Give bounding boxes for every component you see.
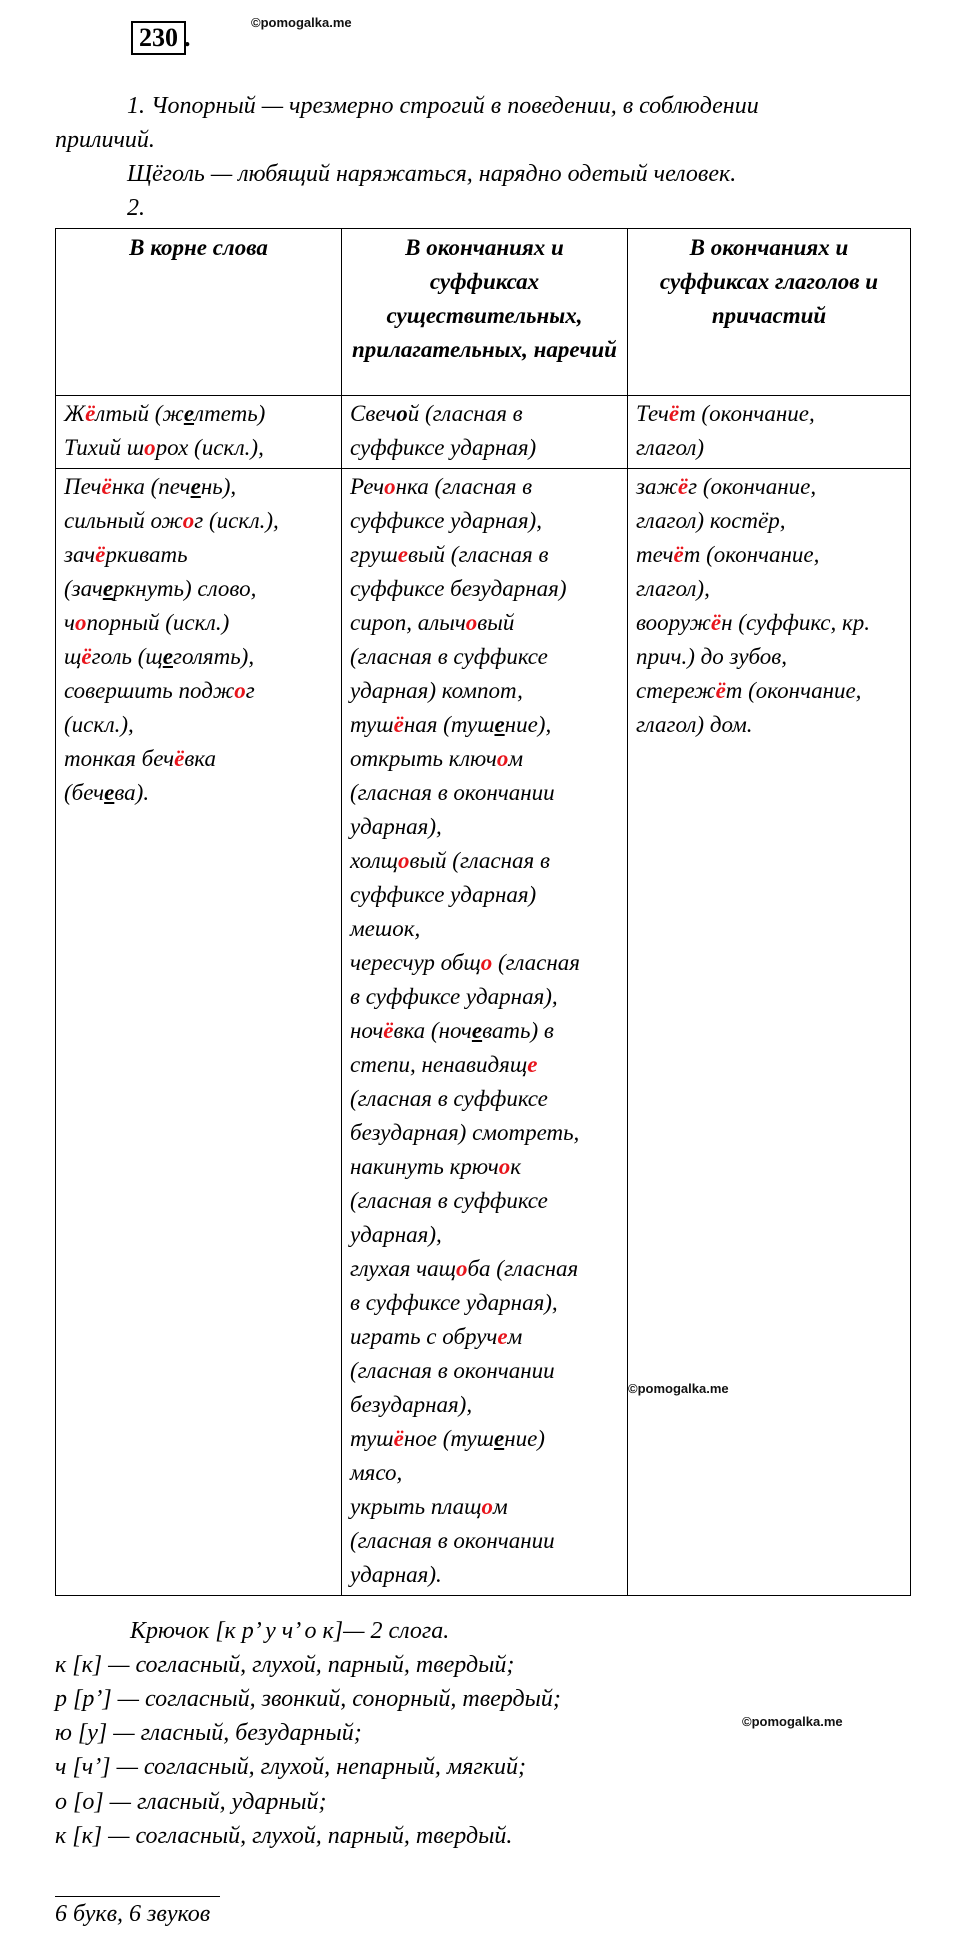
text-segment: глагол) — [636, 435, 705, 460]
text-segment: вооруж — [636, 610, 711, 635]
highlighted-vowel: е — [527, 1052, 538, 1077]
highlighted-vowel: о — [397, 848, 410, 873]
cell-text-line — [350, 1558, 619, 1592]
text-segment: сильный ож — [64, 508, 183, 533]
cell-r1c2 — [342, 396, 628, 469]
text-segment: ркивать — [105, 542, 188, 567]
text-segment: сироп, алыч — [350, 610, 466, 635]
text-segment: безударная), — [350, 1392, 473, 1417]
cell-text-line — [350, 1048, 619, 1082]
text-segment: теч — [636, 542, 674, 567]
highlighted-vowel: о — [234, 678, 246, 703]
cell-text-line — [636, 640, 902, 674]
text-segment: ударная), — [350, 1222, 442, 1247]
text-segment: ч — [64, 610, 75, 635]
cell-r1c1 — [56, 396, 342, 469]
cell-text-line — [350, 1320, 619, 1354]
cell-text-line — [64, 708, 333, 742]
highlighted-vowel: ё — [383, 1018, 394, 1043]
text-segment: стереж — [636, 678, 716, 703]
text-segment: лтеть) — [194, 401, 266, 426]
text-segment: в суффиксе ударная), — [350, 1290, 558, 1315]
text-segment: н (суффикс, кр. — [721, 610, 870, 635]
highlighted-vowel: о — [465, 610, 478, 635]
text-segment: играть с обруч — [350, 1324, 498, 1349]
phonetic-line: ю [у] — гласный, безударный; — [55, 1720, 362, 1746]
cell-r2c3 — [628, 469, 911, 1596]
text-segment: суффиксе ударная), — [350, 508, 542, 533]
highlighted-vowel: о — [480, 950, 493, 975]
highlighted-vowel: е — [397, 542, 408, 567]
cell-text-line — [636, 470, 902, 504]
text-segment: ная (туш — [403, 712, 495, 737]
cell-r2c1 — [56, 469, 342, 1596]
text-segment: вый — [477, 610, 515, 635]
text-segment: ние) — [504, 1426, 545, 1451]
cell-text-line — [350, 946, 619, 980]
cell-text-line — [636, 538, 902, 572]
bold-vowel: о — [396, 401, 408, 426]
text-segment: (гласная — [492, 950, 580, 975]
text-segment: глагол) дом. — [636, 712, 753, 737]
cell-text-line — [64, 572, 333, 606]
highlighted-vowel: ё — [710, 610, 722, 635]
text-segment: туш — [350, 1426, 394, 1451]
text-segment: Свеч — [350, 401, 397, 426]
text-segment: мясо, — [350, 1460, 403, 1485]
highlighted-vowel: о — [496, 746, 509, 771]
table-row — [56, 469, 911, 1596]
cell-text-line — [350, 1490, 619, 1524]
text-segment: Теч — [636, 401, 669, 426]
text-segment: (гласная в суффиксе — [350, 644, 548, 669]
phonetic-line: о [о] — гласный, ударный; — [55, 1789, 327, 1815]
text-segment: м — [508, 746, 524, 771]
text-segment: вать) в — [482, 1018, 554, 1043]
highlighted-vowel: о — [384, 474, 396, 499]
cell-text-line — [350, 708, 619, 742]
text-segment: Тихий ш — [64, 435, 145, 460]
text-segment: Ж — [64, 401, 86, 426]
phonetic-line: к [к] — согласный, глухой, парный, твердый; — [55, 1652, 515, 1678]
table-header-row — [56, 229, 911, 396]
cell-text-line — [350, 1116, 619, 1150]
check-vowel: е — [493, 1426, 505, 1451]
text-segment: (искл.), — [64, 712, 134, 737]
highlighted-vowel: о — [182, 508, 195, 533]
text-segment: (гласная в окончании — [350, 780, 555, 805]
cell-text-line — [64, 470, 333, 504]
text-segment: совершить подж — [64, 678, 235, 703]
header-noun-suffix: В окончаниях и суффиксах существительных, прилагательных, наречий — [342, 229, 628, 396]
text-segment: г (окончание, — [688, 474, 817, 499]
text-segment: Реч — [350, 474, 385, 499]
text-segment: к — [510, 1154, 522, 1179]
task-number-dot: . — [184, 23, 191, 52]
text-segment: (беч — [64, 780, 105, 805]
cell-text-line — [350, 810, 619, 844]
cell-text-line — [350, 1218, 619, 1252]
text-segment: безударная) смотреть, — [350, 1120, 580, 1145]
text-segment: груш — [350, 542, 398, 567]
text-segment: нка (гласная в — [395, 474, 533, 499]
cell-text-line — [64, 431, 333, 465]
cell-text-line — [350, 1286, 619, 1320]
text-segment: щ — [64, 644, 82, 669]
text-segment: ное (туш — [403, 1426, 494, 1451]
cell-text-line — [350, 606, 619, 640]
text-segment: чересчур общ — [350, 950, 481, 975]
highlighted-vowel: о — [144, 435, 156, 460]
phonetic-line: к [к] — согласный, глухой, парный, твердый. — [55, 1823, 513, 1849]
header-root: В корне слова — [56, 229, 342, 396]
definition-line-1: 1. Чопорный — чрезмерно строгий в поведении, в соблюдении — [127, 93, 759, 119]
text-segment: глагол) костёр, — [636, 508, 786, 533]
highlighted-vowel: ё — [101, 474, 112, 499]
text-segment: тонкая беч — [64, 746, 175, 771]
text-segment: вка — [184, 746, 216, 771]
text-segment: порный (искл.) — [86, 610, 230, 635]
text-segment: (гласная в суффиксе — [350, 1188, 548, 1213]
cell-text-line — [636, 572, 902, 606]
cell-text-line — [350, 1082, 619, 1116]
watermark-top: ©pomogalka.me — [251, 15, 352, 30]
cell-text-line — [350, 742, 619, 776]
text-segment: в суффиксе ударная), — [350, 984, 558, 1009]
cell-text-line — [636, 397, 902, 431]
cell-r1c3 — [628, 396, 911, 469]
highlighted-vowel: ё — [174, 746, 185, 771]
text-segment: глухая чащ — [350, 1256, 456, 1281]
text-segment: (гласная в суффиксе — [350, 1086, 548, 1111]
text-segment: холщ — [350, 848, 398, 873]
highlighted-vowel: о — [498, 1154, 511, 1179]
text-segment: т (окончание, — [725, 678, 862, 703]
watermark-bottom: ©pomogalka.me — [742, 1714, 843, 1729]
text-segment: заж — [636, 474, 678, 499]
text-segment: открыть ключ — [350, 746, 497, 771]
text-segment: нка (печ — [111, 474, 191, 499]
text-segment: ударная). — [350, 1562, 442, 1587]
check-vowel: е — [471, 1018, 483, 1043]
text-segment: нь), — [200, 474, 237, 499]
text-segment: глагол), — [636, 576, 710, 601]
check-vowel: е — [183, 401, 195, 426]
text-segment: (гласная в окончании — [350, 1358, 555, 1383]
text-segment: суффиксе ударная) — [350, 882, 537, 907]
cell-text-line — [350, 776, 619, 810]
cell-text-line — [636, 708, 902, 742]
cell-text-line — [636, 431, 902, 465]
text-segment: укрыть плащ — [350, 1494, 482, 1519]
table-row — [56, 396, 911, 469]
highlighted-vowel: ё — [668, 401, 680, 426]
text-segment: рох (искл.), — [155, 435, 264, 460]
cell-text-line — [350, 470, 619, 504]
cell-text-line — [350, 674, 619, 708]
cell-text-line — [64, 776, 333, 810]
cell-text-line — [350, 431, 619, 465]
cell-text-line — [350, 538, 619, 572]
highlighted-vowel: о — [74, 610, 87, 635]
cell-text-line — [636, 606, 902, 640]
cell-text-line — [636, 504, 902, 538]
highlighted-vowel: ё — [95, 542, 106, 567]
cell-text-line — [350, 1456, 619, 1490]
text-segment: ба (гласная — [467, 1256, 579, 1281]
text-segment: лтый (ж — [95, 401, 184, 426]
text-segment: ударная) компот, — [350, 678, 523, 703]
text-segment: (зач — [64, 576, 103, 601]
highlighted-vowel: ё — [673, 542, 684, 567]
text-segment: Печ — [64, 474, 102, 499]
spelling-table — [55, 228, 911, 1596]
text-segment: м — [493, 1494, 508, 1519]
letters-sounds-count: 6 букв, 6 звуков — [55, 1901, 211, 1927]
check-vowel: е — [494, 712, 505, 737]
cell-text-line — [350, 1524, 619, 1558]
text-segment: т (окончание, — [679, 401, 815, 426]
cell-text-line — [64, 742, 333, 776]
highlighted-vowel: ё — [677, 474, 689, 499]
text-segment: г (искл.), — [194, 508, 279, 533]
text-segment: й (гласная в — [407, 401, 523, 426]
cell-text-line — [350, 1252, 619, 1286]
cell-text-line — [64, 397, 333, 431]
cell-text-line — [64, 640, 333, 674]
text-segment: ноч — [350, 1018, 384, 1043]
cell-r2c2 — [342, 469, 628, 1596]
cell-text-line — [64, 674, 333, 708]
cell-text-line — [350, 912, 619, 946]
definition-line-4: 2. — [127, 195, 145, 221]
text-segment: м — [507, 1324, 523, 1349]
cell-text-line — [64, 606, 333, 640]
text-segment: ударная), — [350, 814, 442, 839]
cell-text-line — [350, 572, 619, 606]
highlighted-vowel: ё — [85, 401, 96, 426]
highlighted-vowel: ё — [393, 712, 404, 737]
text-segment: г — [245, 678, 255, 703]
text-segment: прич.) до зубов, — [636, 644, 788, 669]
check-vowel: е — [162, 644, 173, 669]
cell-text-line — [350, 397, 619, 431]
text-segment: степи, ненавидящ — [350, 1052, 528, 1077]
cell-text-line — [64, 538, 333, 572]
task-number: 230 — [131, 21, 186, 55]
cell-text-line — [636, 674, 902, 708]
cell-text-line — [350, 1354, 619, 1388]
header-verb-suffix: В окончаниях и суффиксах глаголов и причастий — [628, 229, 911, 396]
text-segment: вый (гласная в — [409, 848, 550, 873]
text-segment: накинуть крюч — [350, 1154, 499, 1179]
text-segment: туш — [350, 712, 394, 737]
highlighted-vowel: ё — [393, 1426, 404, 1451]
cell-text-line — [350, 504, 619, 538]
definition-line-3: Щёголь — любящий наряжаться, нарядно одетый человек. — [127, 161, 737, 187]
text-segment: т (окончание, — [683, 542, 820, 567]
cell-text-line — [350, 1422, 619, 1456]
text-segment: голь (щ — [91, 644, 163, 669]
text-segment: голять), — [172, 644, 255, 669]
highlighted-vowel: о — [481, 1494, 494, 1519]
definition-line-2: приличий. — [55, 127, 155, 153]
cell-text-line — [350, 640, 619, 674]
text-segment: суффиксе ударная) — [350, 435, 537, 460]
phonetic-title: Крючок [к р’ у ч’ о к]— 2 слога. — [130, 1618, 450, 1644]
check-vowel: е — [190, 474, 201, 499]
cell-text-line — [350, 1184, 619, 1218]
text-segment: мешок, — [350, 916, 421, 941]
text-segment: ва). — [114, 780, 150, 805]
cell-text-line — [350, 980, 619, 1014]
text-segment: вый (гласная в — [407, 542, 549, 567]
text-segment: ние), — [504, 712, 552, 737]
highlighted-vowel: е — [497, 1324, 508, 1349]
highlighted-vowel: о — [455, 1256, 468, 1281]
cell-text-line — [350, 1388, 619, 1422]
text-segment: вка (ноч — [393, 1018, 472, 1043]
text-segment: зач — [64, 542, 96, 567]
cell-text-line — [64, 504, 333, 538]
highlighted-vowel: ё — [81, 644, 92, 669]
phonetic-line: ч [ч’] — согласный, глухой, непарный, мягкий; — [55, 1754, 526, 1780]
cell-text-line — [350, 1014, 619, 1048]
footnote-divider — [55, 1896, 220, 1897]
check-vowel: е — [104, 780, 115, 805]
text-segment: суффиксе безударная) — [350, 576, 567, 601]
highlighted-vowel: ё — [715, 678, 726, 703]
phonetic-line: р [р’] — согласный, звонкий, сонорный, твердый; — [55, 1686, 561, 1712]
text-segment: ркнуть) слово, — [113, 576, 257, 601]
cell-text-line — [350, 844, 619, 878]
watermark-middle: ©pomogalka.me — [628, 1381, 729, 1396]
cell-text-line — [350, 878, 619, 912]
cell-text-line — [350, 1150, 619, 1184]
text-segment: (гласная в окончании — [350, 1528, 555, 1553]
check-vowel: е — [102, 576, 114, 601]
